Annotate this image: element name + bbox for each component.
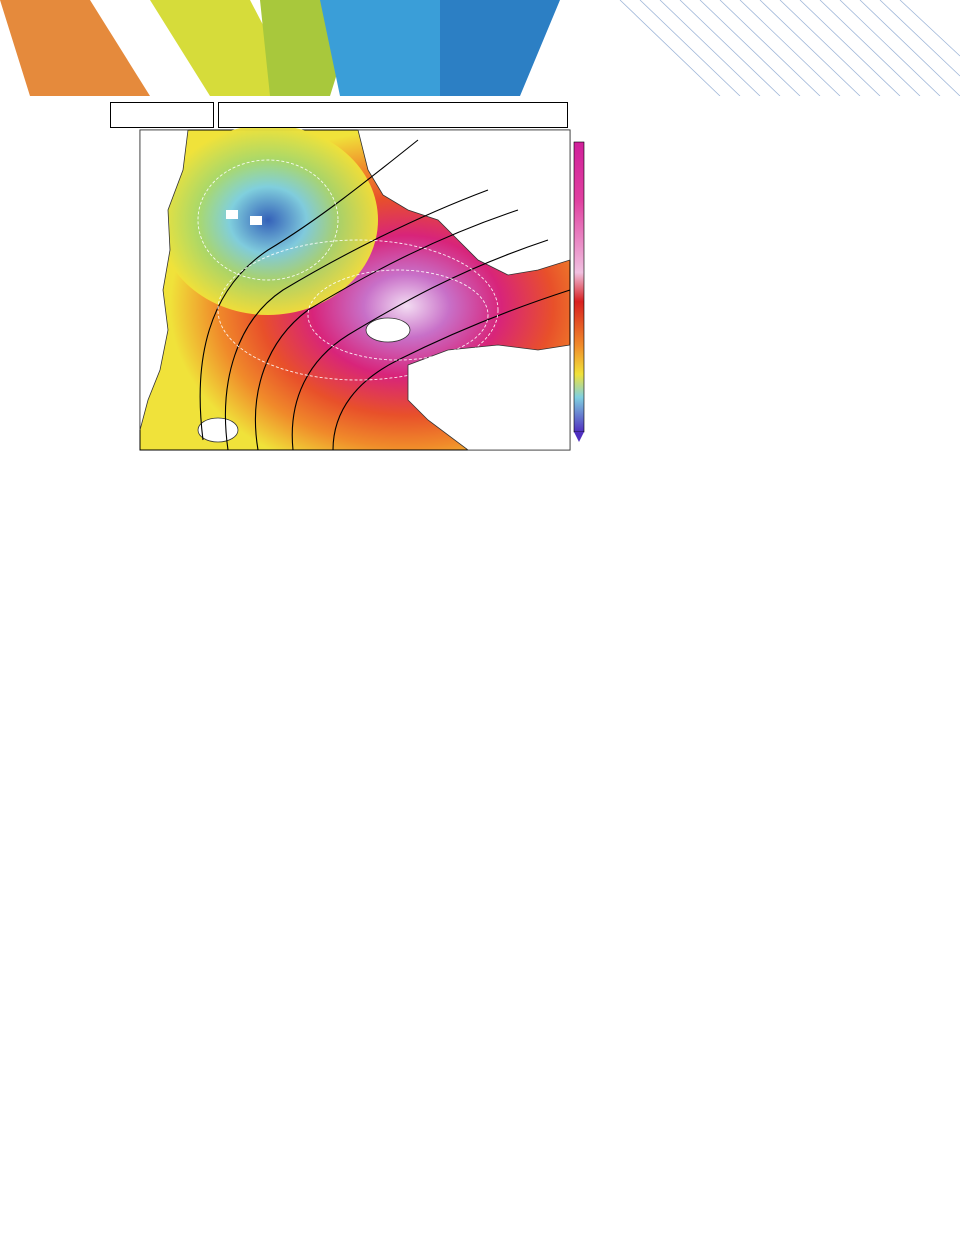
header-hatch-lines (620, 0, 960, 96)
wind-map-figure (108, 100, 598, 465)
header-stripe-orange (0, 0, 150, 96)
text-column-1 (110, 540, 338, 558)
wind-color-scale (574, 142, 584, 432)
map-island-gotland (198, 418, 238, 442)
map-title-variables (218, 102, 568, 128)
text-column-2 (366, 540, 598, 558)
map-island-hiiumaa (366, 318, 410, 342)
wind-color-scale-arrow (574, 432, 584, 442)
header-stripe-darkblue (440, 0, 560, 96)
header-stripe-blue (320, 0, 440, 96)
map-title-analysis (110, 102, 214, 128)
header-decoration (0, 0, 960, 96)
map-calm-region (158, 125, 378, 315)
